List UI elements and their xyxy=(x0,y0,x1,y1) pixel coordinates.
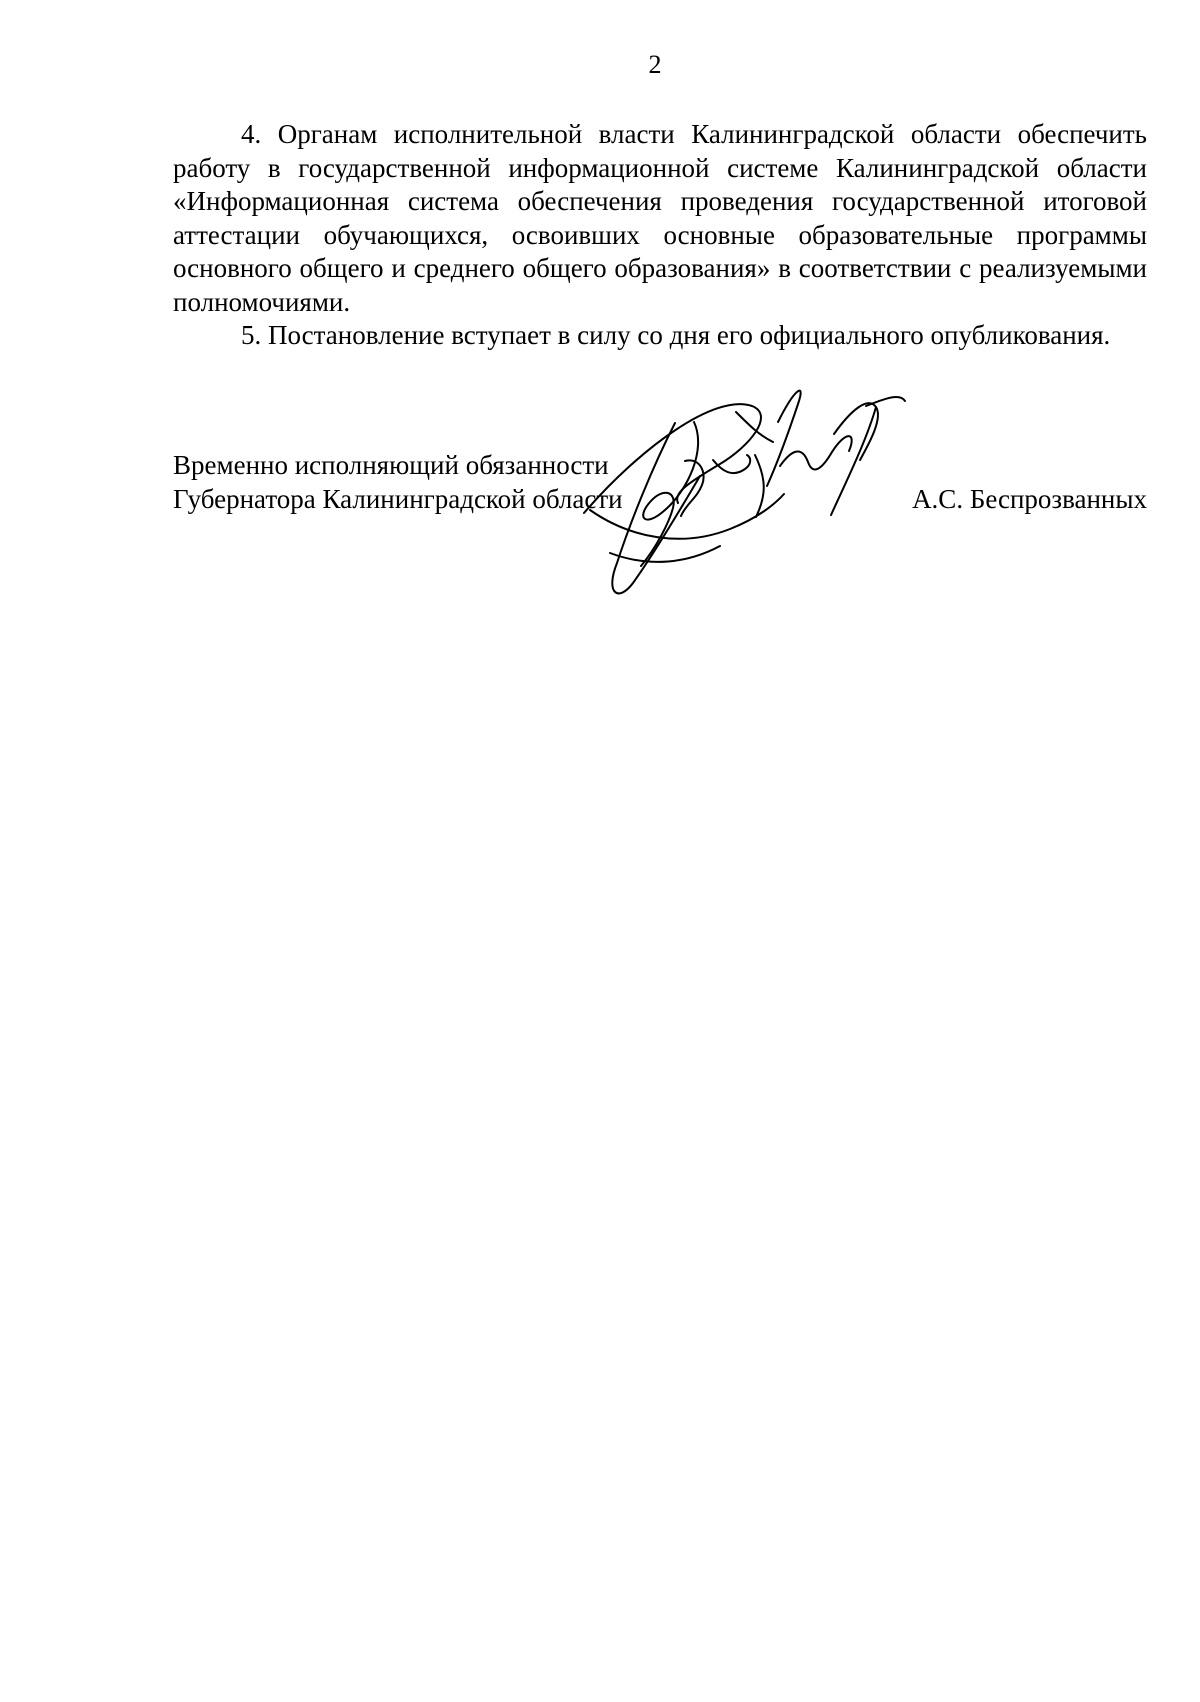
signer-title-line-2: Губернатора Калининградской области xyxy=(173,483,623,514)
signer-title-line-1: Временно исполняющий обязанности xyxy=(173,450,609,480)
paragraph-4: 4. Органам исполнительной власти Калининградской области обеспечить работу в государственной информационной системе Калининградской области «Информационная система обеспечения проведения государственной итоговой аттестации обучающихся, освоивших основные образовательные программы основного общего и среднего общего образования» в соответствии с реализуемыми полномочиями. xyxy=(173,119,1147,317)
document-body xyxy=(173,118,1147,353)
paragraph-5: 5. Постановление вступает в силу со дня его официального опубликования. xyxy=(241,320,1111,350)
handwritten-signature-icon xyxy=(570,378,990,628)
signer-name: А.С. Беспрозванных xyxy=(912,483,1147,514)
page-number: 2 xyxy=(648,50,662,79)
